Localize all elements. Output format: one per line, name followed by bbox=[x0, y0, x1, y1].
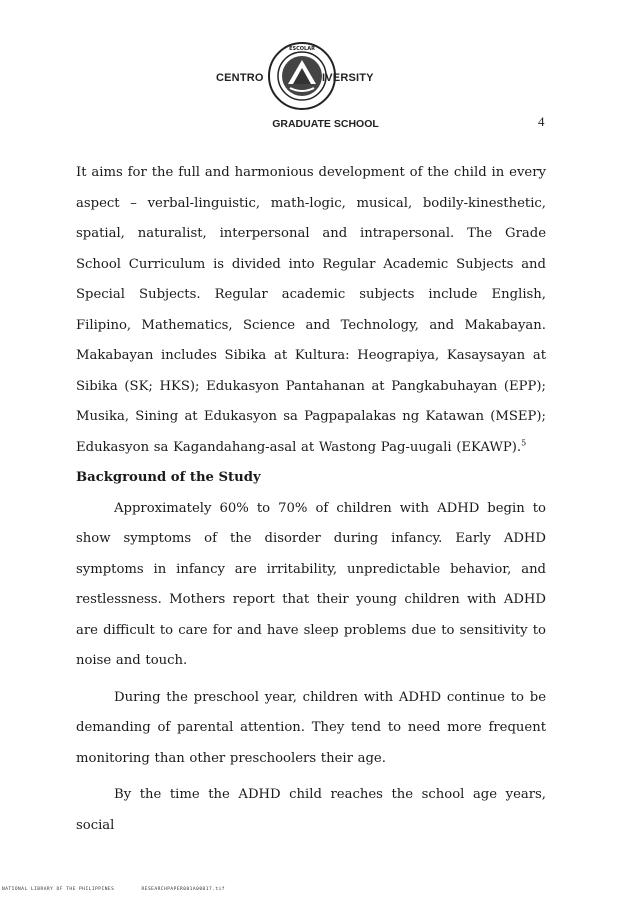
scan-footer bbox=[2, 887, 249, 892]
paragraph-curriculum-text: It aims for the full and harmonious development of the child in every aspect – verbal-linguistic, math-logic, musical, bodily-kinesthetic, spatial, naturalist, interpersonal and intrapersonal. The Grade School Curriculum is divided into Regular Academic Subjects and Special Subjects. Regular academic subjects include English, Filipino, Mathematics, Science and Technology, and Makabayan. Makabayan includes Sibika at Kultura: Heograpiya, Kasaysayan at Sibika (SK; HKS); Edukasyon Pantahanan at Pangkabuhayan (EPP); Musika, Sining at Edukasyon sa Pagpapalakas ng Katawan (MSEP); Edukasyon sa Kagandahang-asal at Wastong Pag-uugali (EKAWP). bbox=[76, 165, 546, 455]
header-university-right: IVERSITY bbox=[322, 72, 374, 84]
footer-filename: RESEARCHPAPER001A00017.tif bbox=[141, 887, 225, 892]
graduate-school-label: GRADUATE SCHOOL bbox=[272, 118, 379, 130]
paragraph-school-age: By the time the ADHD child reaches the school age years, social bbox=[76, 787, 546, 833]
paragraph-curriculum bbox=[76, 158, 546, 463]
header-university-left: CENTRO bbox=[216, 72, 264, 84]
section-heading: Background of the Study bbox=[76, 470, 261, 485]
footnote-marker: 5 bbox=[521, 438, 527, 448]
paragraph-infancy: Approximately 60% to 70% of children with ADHD begin to show symptoms of the disorder during infancy. Early ADHD symptoms in infancy are irritability, unpredictable behavior, and restlessness. Mothers report that their young children with ADHD are difficult to care for and have sleep problems due to sensitivity to noise and touch. bbox=[76, 500, 546, 668]
svg-text:ESCOLAR: ESCOLAR bbox=[289, 46, 315, 52]
document-body bbox=[76, 158, 546, 841]
paragraph-preschool: During the preschool year, children with ADHD continue to be demanding of parental attention. They tend to need more frequent monitoring than other preschoolers their age. bbox=[76, 689, 546, 766]
footer-library: NATIONAL LIBRARY OF THE PHILIPPINES bbox=[2, 887, 115, 892]
page-number: 4 bbox=[538, 114, 545, 129]
